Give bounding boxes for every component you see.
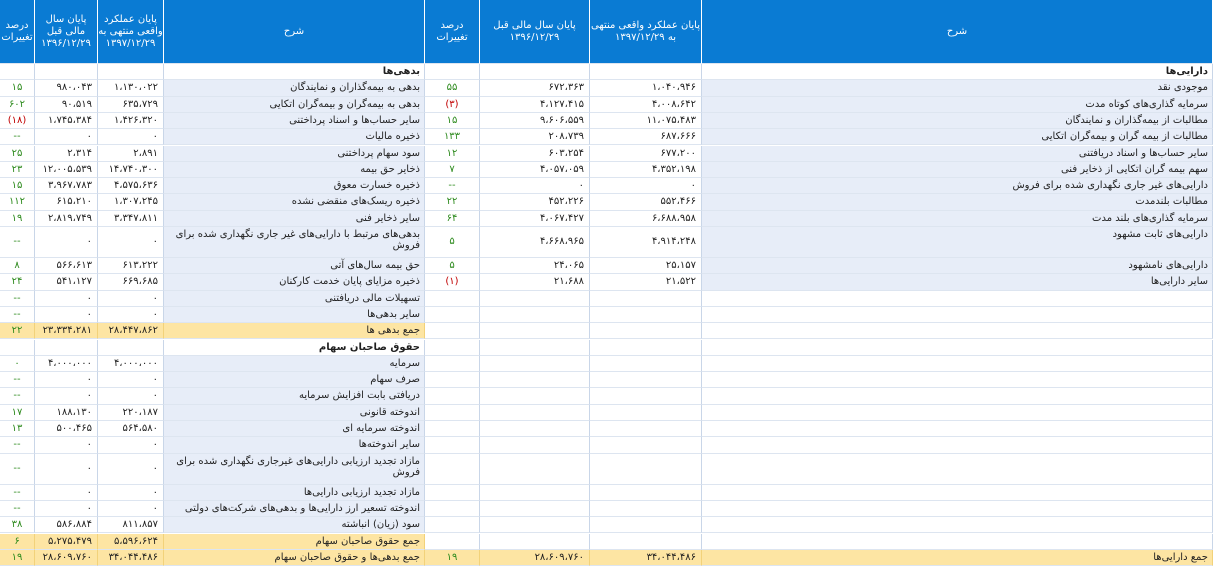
table-row: [0, 454, 1213, 485]
left-pct-cell: ۱۵: [0, 178, 35, 194]
table-row: [0, 162, 1213, 178]
table-row: [0, 227, 1213, 258]
total-row: [0, 323, 1213, 339]
left-prev-cell: ۵۴۱،۱۲۷: [35, 274, 98, 290]
left-section-title: حقوق صاحبان سهام: [164, 340, 425, 356]
right-desc-cell: دارایی‌های ثابت مشهود: [702, 227, 1213, 258]
left-desc-cell: سایر حساب‌ها و اسناد پرداختنی: [164, 113, 425, 129]
right-empty-cell: [702, 454, 1213, 485]
left-pct-cell: ۱۹: [0, 211, 35, 227]
right-actual-cell: ۱،۰۴۰،۹۴۶: [590, 80, 702, 96]
right-empty-cell: [590, 485, 702, 501]
right-pct-cell: ۱۹: [425, 550, 480, 566]
right-empty-cell: [480, 405, 590, 421]
left-prev-cell: ۰: [35, 388, 98, 404]
left-actual-cell: ۲۸،۴۴۷،۸۶۲: [98, 323, 164, 339]
table-row: [0, 388, 1213, 404]
right-pct-cell: ۷: [425, 162, 480, 178]
table-row: [0, 421, 1213, 437]
right-empty-cell: [425, 501, 480, 517]
right-empty-cell: [480, 323, 590, 339]
right-prev-cell: ۴،۰۵۷،۰۵۹: [480, 162, 590, 178]
left-actual-cell: ۱،۳۰۷،۲۴۵: [98, 194, 164, 210]
left-pct-cell: ۰: [0, 356, 35, 372]
left-desc-cell: تسهیلات مالی دریافتنی: [164, 291, 425, 307]
left-prev-cell: ۰: [35, 437, 98, 453]
right-empty-cell: [590, 534, 702, 550]
left-pct-cell: ۱۹: [0, 550, 35, 566]
left-actual-cell: ۶۳۵،۷۲۹: [98, 97, 164, 113]
left-prev-cell: ۹۰،۵۱۹: [35, 97, 98, 113]
left-actual-cell: ۶۱۳،۲۲۲: [98, 258, 164, 274]
right-desc-cell: مطالبات بلندمدت: [702, 194, 1213, 210]
right-empty-cell: [702, 356, 1213, 372]
left-desc-cell: بدهی به بیمه‌گران و بیمه‌گران اتکایی: [164, 97, 425, 113]
right-desc-cell: موجودی نقد: [702, 80, 1213, 96]
total-row: [0, 534, 1213, 550]
right-prev-cell: ۰: [480, 178, 590, 194]
right-prev-cell: ۶۰۳،۲۵۴: [480, 146, 590, 162]
table-row: [0, 356, 1213, 372]
right-empty-cell: [590, 323, 702, 339]
right-empty-cell: [425, 291, 480, 307]
right-actual-cell: ۵۵۲،۴۶۶: [590, 194, 702, 210]
header-right-actual: پایان عملکرد واقعی منتهی به ۱۳۹۷/۱۲/۲۹: [590, 0, 702, 64]
right-empty-cell: [702, 534, 1213, 550]
right-empty-cell: [590, 405, 702, 421]
left-desc-cell: اندوخته تسعیر ارز دارایی‌ها و بدهی‌های شرکت‌های دولتی: [164, 501, 425, 517]
left-pct-cell: --: [0, 388, 35, 404]
right-empty-cell: [590, 501, 702, 517]
left-actual-cell: ۴،۵۷۵،۶۳۶: [98, 178, 164, 194]
right-pct-cell: [425, 64, 480, 80]
header-left-actual: پایان عملکرد واقعی منتهی به ۱۳۹۷/۱۲/۲۹: [98, 0, 164, 64]
right-empty-cell: [590, 340, 702, 356]
left-desc-cell: سایر ذخایر فنی: [164, 211, 425, 227]
header-right-desc: شرح: [702, 0, 1213, 64]
right-empty-cell: [425, 323, 480, 339]
table-row: [0, 437, 1213, 453]
table-row: [0, 517, 1213, 533]
table-row: [0, 340, 1213, 356]
right-empty-cell: [425, 372, 480, 388]
right-empty-cell: [480, 372, 590, 388]
right-actual-cell: ۴،۰۰۸،۶۴۲: [590, 97, 702, 113]
left-prev-cell: ۵۰۰،۴۶۵: [35, 421, 98, 437]
left-prev-cell: ۰: [35, 454, 98, 485]
left-prev-cell: ۲،۸۱۹،۷۴۹: [35, 211, 98, 227]
left-actual-cell: ۰: [98, 227, 164, 258]
right-empty-cell: [702, 307, 1213, 323]
left-prev-cell: ۴،۰۰۰،۰۰۰: [35, 356, 98, 372]
table-row: [0, 501, 1213, 517]
left-desc-cell: مازاد تجدید ارزیابی دارایی‌های غیرجاری نگهداری شده برای فروش: [164, 454, 425, 485]
right-empty-cell: [425, 534, 480, 550]
right-prev-cell: [480, 64, 590, 80]
right-empty-cell: [702, 421, 1213, 437]
left-desc-cell: ذخایر حق بیمه: [164, 162, 425, 178]
right-empty-cell: [480, 517, 590, 533]
left-prev-cell: ۲،۳۱۴: [35, 146, 98, 162]
left-desc-cell: سایر اندوخته‌ها: [164, 437, 425, 453]
table-row: [0, 211, 1213, 227]
left-desc-cell: دریافتی بابت افزایش سرمایه: [164, 388, 425, 404]
right-empty-cell: [425, 307, 480, 323]
left-pct-cell: --: [0, 291, 35, 307]
right-empty-cell: [425, 340, 480, 356]
left-actual-cell: ۰: [98, 454, 164, 485]
right-empty-cell: [702, 323, 1213, 339]
right-empty-cell: [590, 388, 702, 404]
right-actual-cell: ۴،۳۵۲،۱۹۸: [590, 162, 702, 178]
right-desc-cell: دارایی‌های غیر جاری نگهداری شده برای فروش: [702, 178, 1213, 194]
right-empty-cell: [702, 437, 1213, 453]
left-pct-cell: [0, 340, 35, 356]
right-empty-cell: [702, 501, 1213, 517]
left-pct-cell: --: [0, 437, 35, 453]
left-actual-cell: ۱،۴۲۶،۳۲۰: [98, 113, 164, 129]
right-prev-cell: ۲۴،۰۶۵: [480, 258, 590, 274]
right-section-title: دارایی‌ها: [702, 64, 1213, 80]
left-desc-cell: ذخیره مالیات: [164, 129, 425, 145]
right-pct-cell: --: [425, 178, 480, 194]
right-empty-cell: [480, 307, 590, 323]
left-pct-cell: --: [0, 227, 35, 258]
left-prev-cell: ۵۶۶،۶۱۳: [35, 258, 98, 274]
right-empty-cell: [590, 356, 702, 372]
left-prev-cell: [35, 340, 98, 356]
right-pct-cell: ۵: [425, 258, 480, 274]
left-actual-cell: [98, 64, 164, 80]
left-pct-cell: --: [0, 372, 35, 388]
left-pct-cell: [0, 64, 35, 80]
right-prev-cell: ۲۱،۶۸۸: [480, 274, 590, 290]
right-empty-cell: [590, 372, 702, 388]
table-row: [0, 485, 1213, 501]
right-actual-cell: ۲۵،۱۵۷: [590, 258, 702, 274]
table-row: [0, 194, 1213, 210]
left-pct-cell: --: [0, 485, 35, 501]
left-actual-cell: ۸۱۱،۸۵۷: [98, 517, 164, 533]
table-row: [0, 113, 1213, 129]
right-empty-cell: [480, 437, 590, 453]
left-prev-cell: ۰: [35, 307, 98, 323]
right-empty-cell: [425, 356, 480, 372]
total-row: [0, 550, 1213, 566]
right-desc-cell: سایر حساب‌ها و اسناد دریافتنی: [702, 146, 1213, 162]
right-empty-cell: [480, 388, 590, 404]
header-right-pct: درصد تغییرات: [425, 0, 480, 64]
left-actual-cell: ۳۴،۰۴۴،۴۸۶: [98, 550, 164, 566]
left-prev-cell: [35, 64, 98, 80]
right-empty-cell: [480, 340, 590, 356]
header-left-pct: درصد تغییرات: [0, 0, 35, 64]
left-desc-cell: سود سهام پرداختنی: [164, 146, 425, 162]
left-desc-cell: بدهی به بیمه‌گذاران و نمایندگان: [164, 80, 425, 96]
right-empty-cell: [480, 291, 590, 307]
table-row: [0, 97, 1213, 113]
left-actual-cell: ۵۶۴،۵۸۰: [98, 421, 164, 437]
right-actual-cell: ۲۱،۵۲۲: [590, 274, 702, 290]
right-desc-cell: دارایی‌های نامشهود: [702, 258, 1213, 274]
table-row: [0, 274, 1213, 290]
left-actual-cell: ۰: [98, 485, 164, 501]
right-pct-cell: ۱۳۳: [425, 129, 480, 145]
right-empty-cell: [480, 485, 590, 501]
left-prev-cell: ۰: [35, 372, 98, 388]
left-actual-cell: ۰: [98, 501, 164, 517]
left-actual-cell: ۰: [98, 291, 164, 307]
left-actual-cell: ۰: [98, 388, 164, 404]
right-empty-cell: [702, 340, 1213, 356]
left-pct-cell: ۲۲: [0, 323, 35, 339]
right-prev-cell: ۴۵۲،۲۲۶: [480, 194, 590, 210]
left-prev-cell: ۱،۷۴۵،۳۸۴: [35, 113, 98, 129]
left-pct-cell: ۶: [0, 534, 35, 550]
right-prev-cell: ۴،۰۶۷،۴۲۷: [480, 211, 590, 227]
right-prev-cell: ۶۷۲،۳۶۳: [480, 80, 590, 96]
left-desc-cell: سایر بدهی‌ها: [164, 307, 425, 323]
left-pct-cell: ۱۳: [0, 421, 35, 437]
right-desc-cell: سایر دارایی‌ها: [702, 274, 1213, 290]
right-empty-cell: [480, 501, 590, 517]
left-desc-cell: جمع بدهی‌ها و حقوق صاحبان سهام: [164, 550, 425, 566]
right-empty-cell: [702, 372, 1213, 388]
left-pct-cell: --: [0, 129, 35, 145]
left-desc-cell: صرف سهام: [164, 372, 425, 388]
right-desc-cell: سرمایه گذاری‌های بلند مدت: [702, 211, 1213, 227]
right-desc-cell: سرمایه گذاری‌های کوتاه مدت: [702, 97, 1213, 113]
header-left-prev: پایان سال مالی قبل ۱۳۹۶/۱۲/۲۹: [35, 0, 98, 64]
left-desc-cell: اندوخته قانونی: [164, 405, 425, 421]
right-pct-cell: ۲۲: [425, 194, 480, 210]
left-desc-cell: سود (زیان) انباشته: [164, 517, 425, 533]
right-pct-cell: ۱۲: [425, 146, 480, 162]
table-row: [0, 372, 1213, 388]
right-desc-cell: مطالبات از بیمه‌گذاران و نمایندگان: [702, 113, 1213, 129]
right-empty-cell: [590, 291, 702, 307]
left-actual-cell: ۱،۱۳۰،۰۲۲: [98, 80, 164, 96]
left-desc-cell: جمع بدهی ها: [164, 323, 425, 339]
right-empty-cell: [590, 454, 702, 485]
left-pct-cell: --: [0, 307, 35, 323]
right-actual-cell: ۰: [590, 178, 702, 194]
right-prev-cell: ۲۰۸،۷۳۹: [480, 129, 590, 145]
left-pct-cell: --: [0, 501, 35, 517]
right-empty-cell: [425, 421, 480, 437]
left-prev-cell: ۰: [35, 227, 98, 258]
right-prev-cell: ۴،۶۶۸،۹۶۵: [480, 227, 590, 258]
table-row: [0, 64, 1213, 80]
left-pct-cell: ۱۷: [0, 405, 35, 421]
right-empty-cell: [425, 405, 480, 421]
right-pct-cell: ۱۵: [425, 113, 480, 129]
left-desc-cell: بدهی‌های مرتبط با دارایی‌های غیر جاری نگهداری شده برای فروش: [164, 227, 425, 258]
right-actual-cell: ۴،۹۱۴،۲۴۸: [590, 227, 702, 258]
right-empty-cell: [702, 291, 1213, 307]
left-pct-cell: ۱۱۲: [0, 194, 35, 210]
right-empty-cell: [590, 421, 702, 437]
table-row: [0, 405, 1213, 421]
left-prev-cell: ۱۸۸،۱۳۰: [35, 405, 98, 421]
right-empty-cell: [480, 421, 590, 437]
left-pct-cell: ۶۰۲: [0, 97, 35, 113]
table-row: [0, 307, 1213, 323]
left-actual-cell: ۴،۰۰۰،۰۰۰: [98, 356, 164, 372]
left-prev-cell: ۲۳،۳۳۴،۲۸۱: [35, 323, 98, 339]
right-actual-cell: ۶۷۷،۲۰۰: [590, 146, 702, 162]
right-desc-cell: جمع دارایی‌ها: [702, 550, 1213, 566]
left-actual-cell: ۲،۸۹۱: [98, 146, 164, 162]
right-pct-cell: ۶۴: [425, 211, 480, 227]
right-prev-cell: ۴،۱۲۷،۴۱۵: [480, 97, 590, 113]
left-prev-cell: ۰: [35, 501, 98, 517]
left-actual-cell: ۰: [98, 437, 164, 453]
left-prev-cell: ۱۲،۰۰۵،۵۳۹: [35, 162, 98, 178]
right-pct-cell: ۵۵: [425, 80, 480, 96]
left-actual-cell: ۰: [98, 372, 164, 388]
right-empty-cell: [590, 517, 702, 533]
left-pct-cell: ۱۵: [0, 80, 35, 96]
table-row: [0, 178, 1213, 194]
right-desc-cell: سهم بیمه گران اتکایی از ذخایر فنی: [702, 162, 1213, 178]
right-empty-cell: [425, 437, 480, 453]
right-empty-cell: [590, 307, 702, 323]
left-pct-cell: --: [0, 454, 35, 485]
left-pct-cell: (۱۸): [0, 113, 35, 129]
left-prev-cell: ۹۸۰،۰۴۳: [35, 80, 98, 96]
left-prev-cell: ۰: [35, 129, 98, 145]
right-pct-cell: (۳): [425, 97, 480, 113]
left-actual-cell: ۲۲۰،۱۸۷: [98, 405, 164, 421]
left-prev-cell: ۳،۹۶۷،۷۸۳: [35, 178, 98, 194]
right-empty-cell: [702, 405, 1213, 421]
right-empty-cell: [702, 388, 1213, 404]
right-empty-cell: [480, 454, 590, 485]
right-prev-cell: ۹،۶۰۶،۵۵۹: [480, 113, 590, 129]
left-actual-cell: ۳،۳۴۷،۸۱۱: [98, 211, 164, 227]
right-desc-cell: مطالبات از بیمه گران و بیمه‌گران اتکایی: [702, 129, 1213, 145]
left-prev-cell: ۵۸۶،۸۸۴: [35, 517, 98, 533]
left-desc-cell: مازاد تجدید ارزیابی دارایی‌ها: [164, 485, 425, 501]
table-row: [0, 129, 1213, 145]
right-actual-cell: ۳۴،۰۴۴،۴۸۶: [590, 550, 702, 566]
left-prev-cell: ۰: [35, 291, 98, 307]
left-desc-cell: ذخیره ریسک‌های منقضی نشده: [164, 194, 425, 210]
right-pct-cell: ۵: [425, 227, 480, 258]
right-empty-cell: [425, 454, 480, 485]
right-empty-cell: [702, 485, 1213, 501]
table-row: [0, 258, 1213, 274]
table-row: [0, 291, 1213, 307]
right-empty-cell: [702, 517, 1213, 533]
left-actual-cell: ۱۴،۷۴۰،۳۰۰: [98, 162, 164, 178]
left-actual-cell: ۵،۵۹۶،۶۲۴: [98, 534, 164, 550]
header-left-desc: شرح: [164, 0, 425, 64]
left-prev-cell: ۰: [35, 485, 98, 501]
left-section-title: بدهی‌ها: [164, 64, 425, 80]
left-desc-cell: حق بیمه سال‌های آتی: [164, 258, 425, 274]
right-empty-cell: [425, 517, 480, 533]
left-actual-cell: ۰: [98, 129, 164, 145]
right-empty-cell: [425, 485, 480, 501]
table-row: [0, 80, 1213, 96]
right-empty-cell: [480, 356, 590, 372]
right-prev-cell: ۲۸،۶۰۹،۷۶۰: [480, 550, 590, 566]
table-row: [0, 146, 1213, 162]
left-actual-cell: ۰: [98, 307, 164, 323]
left-prev-cell: ۶۱۵،۲۱۰: [35, 194, 98, 210]
left-actual-cell: ۶۶۹،۶۸۵: [98, 274, 164, 290]
left-prev-cell: ۲۸،۶۰۹،۷۶۰: [35, 550, 98, 566]
right-empty-cell: [425, 388, 480, 404]
right-actual-cell: ۱۱،۰۷۵،۴۸۳: [590, 113, 702, 129]
left-actual-cell: [98, 340, 164, 356]
left-pct-cell: ۸: [0, 258, 35, 274]
left-desc-cell: اندوخته سرمایه ای: [164, 421, 425, 437]
left-prev-cell: ۵،۲۷۵،۴۷۹: [35, 534, 98, 550]
right-pct-cell: (۱): [425, 274, 480, 290]
left-desc-cell: ذخیره خسارت معوق: [164, 178, 425, 194]
left-pct-cell: ۲۳: [0, 162, 35, 178]
right-actual-cell: [590, 64, 702, 80]
right-actual-cell: ۶،۶۸۸،۹۵۸: [590, 211, 702, 227]
left-pct-cell: ۲۵: [0, 146, 35, 162]
header-right-prev: پایان سال مالی قبل ۱۳۹۶/۱۲/۲۹: [480, 0, 590, 64]
left-pct-cell: ۲۴: [0, 274, 35, 290]
right-empty-cell: [480, 534, 590, 550]
left-pct-cell: ۳۸: [0, 517, 35, 533]
right-actual-cell: ۶۸۷،۶۶۶: [590, 129, 702, 145]
right-empty-cell: [590, 437, 702, 453]
left-desc-cell: ذخیره مزایای پایان خدمت کارکنان: [164, 274, 425, 290]
left-desc-cell: جمع حقوق صاحبان سهام: [164, 534, 425, 550]
header-row: [0, 0, 1213, 64]
left-desc-cell: سرمایه: [164, 356, 425, 372]
